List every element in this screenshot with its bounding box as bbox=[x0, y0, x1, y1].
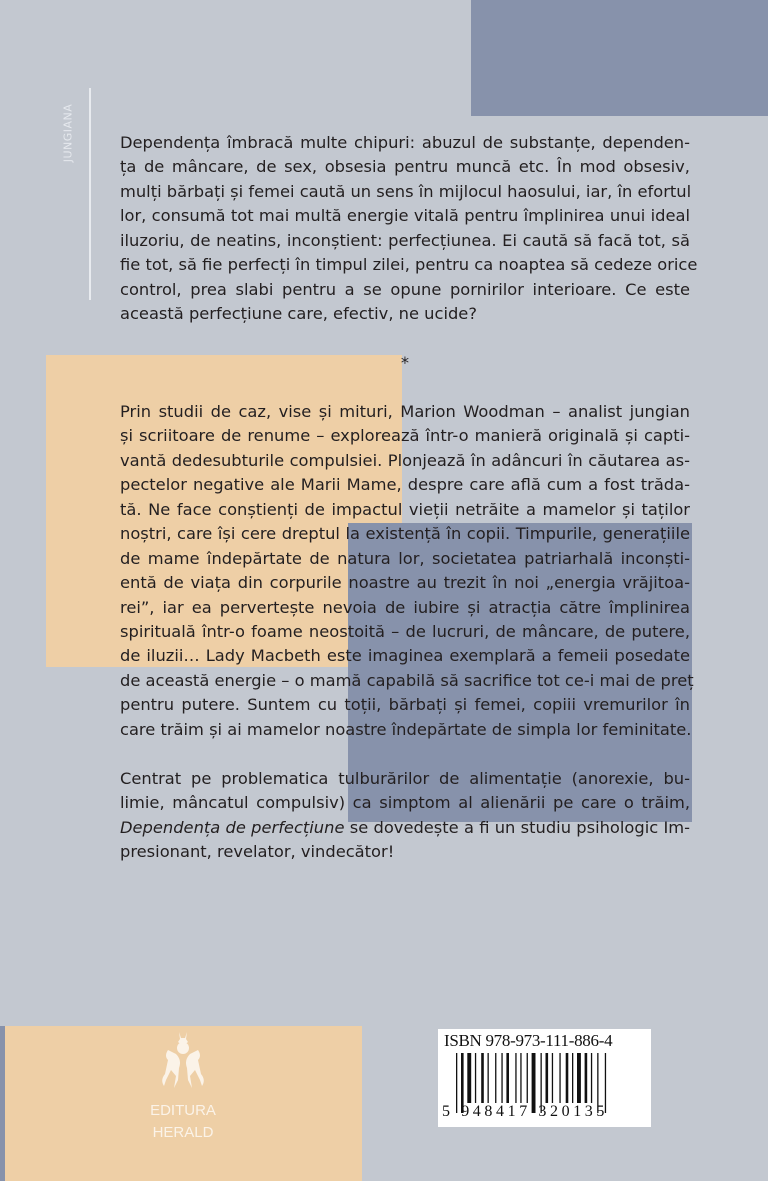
barcode-bar bbox=[481, 1053, 484, 1103]
barcode-bar bbox=[559, 1053, 560, 1103]
barcode-bar bbox=[495, 1053, 496, 1103]
text-line: și scriitoare de renume – explorează într-o manieră originală și capti- bbox=[120, 426, 690, 446]
text-line: mulți bărbați și femei caută un sens în mijlocul haosului, iar, în efortul bbox=[120, 181, 692, 201]
barcode-bar bbox=[585, 1053, 588, 1103]
text-line: care trăim și ai mamelor noastre îndepărtate de simpla lor feminitate. bbox=[120, 719, 692, 739]
barcode-bar bbox=[467, 1053, 471, 1103]
blurb-text bbox=[120, 131, 698, 889]
text-line: de mame îndepărtate de natura lor, societatea patriarhală inconști- bbox=[120, 548, 690, 568]
barcode-bar bbox=[506, 1053, 509, 1103]
decorative-blue-block-top bbox=[471, 0, 768, 116]
barcode-bar bbox=[515, 1053, 516, 1103]
text-line: iluzoriu, de neatins, inconștient: perfecțiunea. Ei caută să facă tot, să bbox=[120, 230, 690, 250]
ean-number: 5 948417 320135 bbox=[442, 1103, 608, 1120]
series-label bbox=[60, 88, 76, 178]
barcode-bar bbox=[552, 1053, 553, 1103]
text-line: ța de mâncare, de sex, obsesia pentru muncă etc. În mod obsesiv, bbox=[120, 157, 690, 177]
text-line: tă. Ne face conștienți de impactul vieții netrăite a mamelor și taților bbox=[120, 499, 690, 519]
text-line: rei”, iar ea pervertește nevoia de iubire și atracția către împlinirea bbox=[120, 597, 690, 617]
text-line: pentru putere. Suntem cu toții, bărbați și femei, copiii vremurilor în bbox=[120, 695, 690, 715]
barcode-bar bbox=[527, 1053, 528, 1103]
text-line: noștri, care își cere dreptul la existență în copii. Timpurile, generațiile bbox=[120, 524, 690, 544]
paragraph-2 bbox=[120, 400, 694, 742]
barcode-bar bbox=[591, 1053, 592, 1103]
text-line: fie tot, să fie perfecți în timpul zilei, pentru ca noaptea să cedeze orice bbox=[120, 255, 698, 275]
publisher-name-line2: HERALD bbox=[152, 1124, 214, 1141]
text-line: presionant, revelator, vindecător! bbox=[120, 842, 395, 862]
text-line: pectelor negative ale Marii Mame, despre care află cum a fost trăda- bbox=[120, 475, 690, 495]
barcode-bar bbox=[501, 1053, 502, 1103]
text-line: de această energie – o mamă capabilă să sacrifice tot ce-i mai de preț bbox=[120, 670, 694, 690]
barcode-bar bbox=[577, 1053, 581, 1103]
text-line: vantă dedesubturile compulsiei. Plonjează în adâncuri în căutarea as- bbox=[120, 450, 690, 470]
barcode-bar bbox=[475, 1053, 476, 1103]
text-line bbox=[120, 816, 690, 840]
publisher-logo-icon bbox=[138, 1030, 228, 1100]
text-line: lor, consumă tot mai multă energie vitală pentru împlinirea unui ideal bbox=[120, 206, 690, 226]
barcode-bar bbox=[546, 1053, 549, 1103]
text-line: Prin studii de caz, vise și mituri, Marion Woodman – analist jungian bbox=[120, 401, 690, 421]
text-line: limie, mâncatul compulsiv) ca simptom al alienării pe care o trăim, bbox=[120, 793, 690, 813]
barcode-bar bbox=[520, 1053, 521, 1103]
text-line: entă de viața din corpurile noastre au trezit în noi „energia vrăjitoa- bbox=[120, 573, 690, 593]
barcode-bar bbox=[566, 1053, 569, 1103]
separator: * bbox=[400, 353, 410, 373]
text-line: control, prea slabi pentru a se opune pornirilor interioare. Ce este bbox=[120, 279, 690, 299]
text-line: Dependența îmbracă multe chipuri: abuzul de substanțe, dependen- bbox=[120, 133, 690, 152]
isbn-text: ISBN 978-973-111-886-4 bbox=[444, 1031, 613, 1050]
text-line: această perfecțiune care, efectiv, ne ucide? bbox=[120, 304, 477, 324]
series-label-text: JUNGIANA bbox=[61, 103, 75, 163]
barcode-bar bbox=[488, 1053, 489, 1103]
divider-line bbox=[89, 88, 91, 300]
barcode bbox=[438, 1029, 651, 1127]
text-fragment: se dovedește a fi un studiu psihologic Im- bbox=[344, 817, 690, 837]
text-line: Centrat pe problematica tulburărilor de alimentație (anorexie, bu- bbox=[120, 768, 690, 788]
paragraph-1 bbox=[120, 131, 698, 327]
text-line: de iluzii… Lady Macbeth este imaginea exemplară a femeii posedate bbox=[120, 646, 690, 666]
book-title: Dependența de perfecțiune bbox=[120, 817, 345, 837]
paragraph-3 bbox=[120, 767, 690, 865]
text-line: spirituală într-o foame neostoită – de lucruri, de mâncare, de putere, bbox=[120, 622, 690, 642]
barcode-bar bbox=[572, 1053, 573, 1103]
publisher-name-line1: EDITURA bbox=[150, 1102, 216, 1119]
